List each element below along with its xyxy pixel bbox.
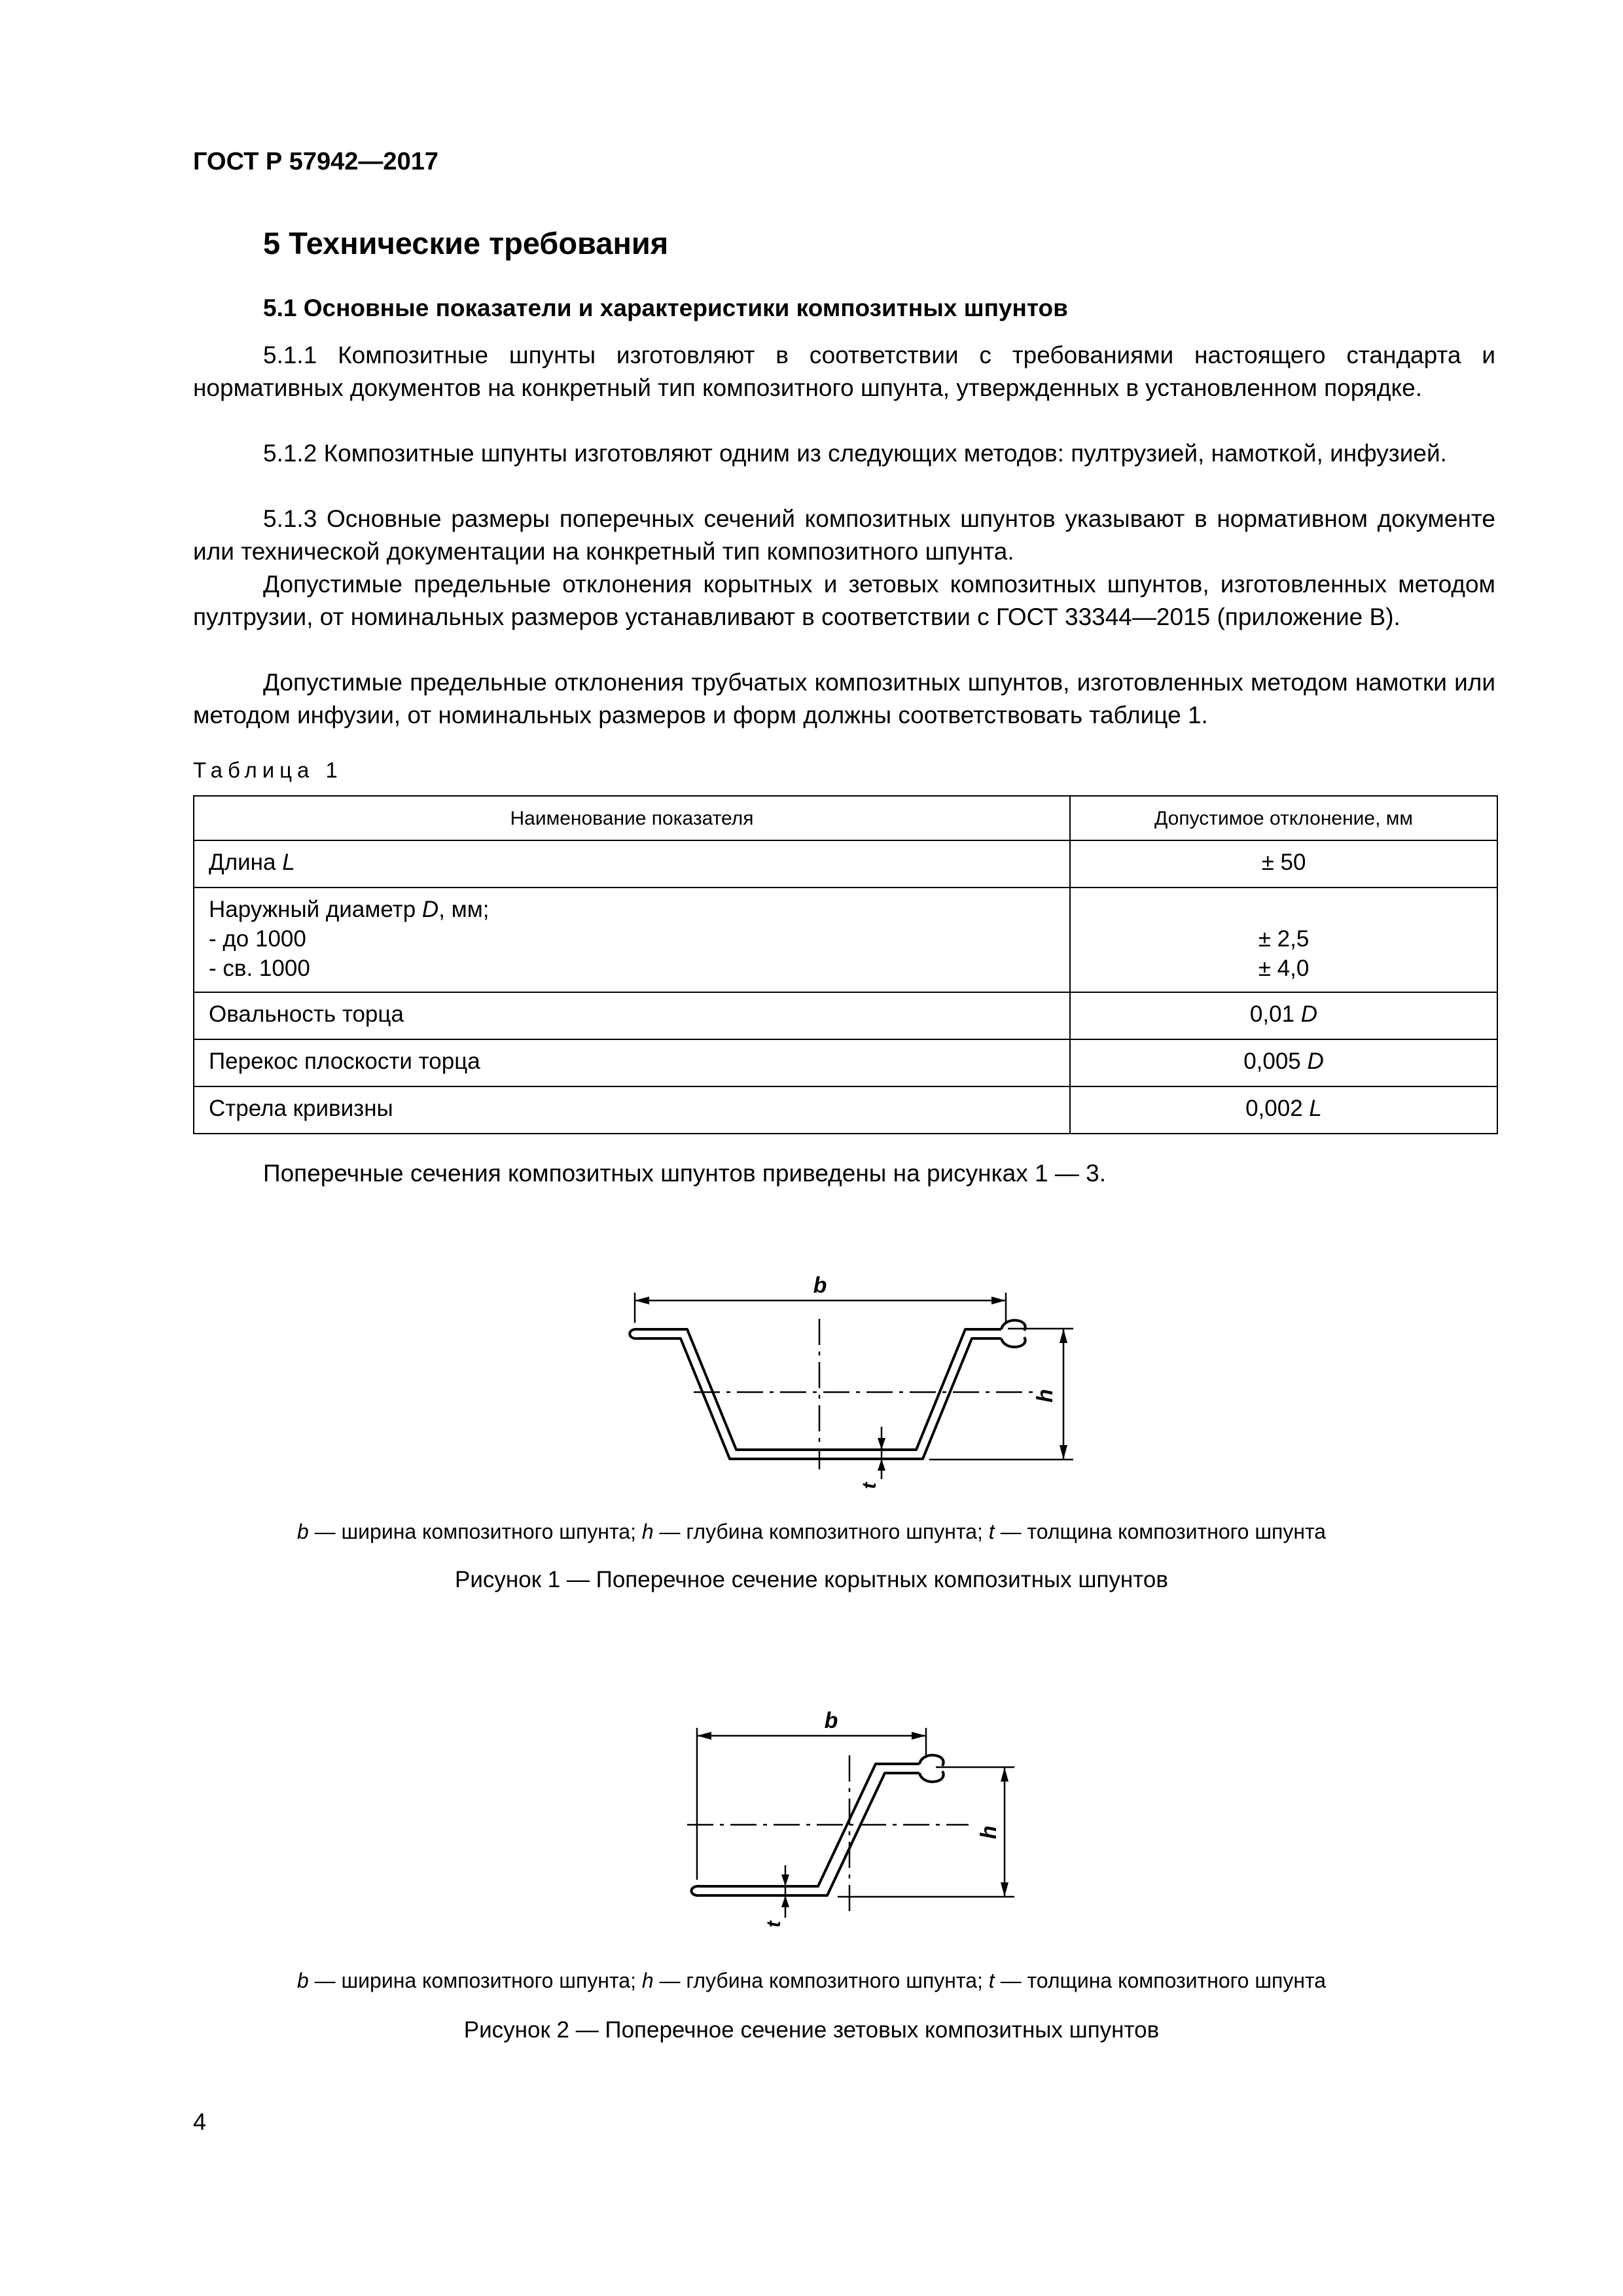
- table-cell-value: 0,01 D: [1070, 992, 1497, 1039]
- table-cell-value: ± 2,5 ± 4,0: [1070, 888, 1497, 992]
- figure-2-legend: b — ширина композитного шпунта; h — глубина композитного шпунта; t — толщина композитного шпунта: [296, 1969, 1327, 1992]
- table-row: [194, 1086, 1497, 1134]
- subsection-title: 5.1 Основные показатели и характеристики композитных шпунтов: [263, 295, 1068, 321]
- paragraph-pultrusion-tolerances: Допустимые предельные отклонения корытных и зетовых композитных шпунтов, изготовленных методом пултрузии, от номинальных размеров устанавливают в соответствии с ГОСТ 33344—2015 (приложение В).: [193, 571, 1495, 630]
- label-b: b: [824, 1708, 838, 1733]
- left-lock: [630, 1329, 638, 1338]
- table-label: Таблица 1: [193, 758, 343, 782]
- left-lock: [692, 1886, 701, 1895]
- table-row: [194, 840, 1497, 888]
- table-cell-value: 0,005 D: [1070, 1039, 1497, 1086]
- right-lock: [919, 1755, 944, 1782]
- paragraph-5-1-3: 5.1.3 Основные размеры поперечных сечений композитных шпунтов указывают в нормативном документе или технической документации на конкретный тип композитного шпунта.: [193, 505, 1495, 565]
- table-row: [194, 888, 1497, 992]
- table-row: [194, 992, 1497, 1039]
- right-lock: [1001, 1320, 1026, 1347]
- figure-2-z-section: [674, 1702, 1067, 1931]
- document-header: ГОСТ Р 57942—2017: [193, 148, 438, 175]
- figure-2-title: Рисунок 2 — Поперечное сечение зетовых композитных шпунтов: [463, 2017, 1160, 2043]
- label-h: h: [976, 1825, 1001, 1839]
- column-header-name: Наименование показателя: [194, 796, 1070, 840]
- column-header-tolerance: Допустимое отклонение, мм: [1070, 796, 1497, 840]
- label-t: t: [763, 1921, 785, 1928]
- table-cell-name: Овальность торца: [194, 992, 1070, 1039]
- figure-1-trough-section: [615, 1253, 1099, 1496]
- table-cell-name: Стрела кривизны: [194, 1086, 1070, 1134]
- paragraph-figures-reference: Поперечные сечения композитных шпунтов приведены на рисунках 1 — 3.: [263, 1160, 1106, 1187]
- page-number: 4: [193, 2108, 207, 2135]
- paragraph-5-1-2: 5.1.2 Композитные шпунты изготовляют одним из следующих методов: пултрузией, намоткой, инфузией.: [263, 440, 1447, 467]
- table-row: [194, 1039, 1497, 1086]
- figure-1-legend: b — ширина композитного шпунта; h — глубина композитного шпунта; t — толщина композитного шпунта: [296, 1520, 1327, 1543]
- figure-1-title: Рисунок 1 — Поперечное сечение корытных композитных шпунтов: [455, 1567, 1168, 1592]
- table-cell-value: ± 50: [1070, 840, 1497, 888]
- profile-outer: [638, 1329, 1001, 1450]
- section-title: 5 Технические требования: [263, 226, 669, 260]
- paragraph-tubular-tolerances: Допустимые предельные отклонения трубчатых композитных шпунтов, изготовленных методом намотки или методом инфузии, от номинальных размеров и форм должны соответствовать таблице 1.: [193, 669, 1495, 728]
- tolerance-table: [193, 795, 1498, 1134]
- label-b: b: [813, 1273, 827, 1298]
- label-h: h: [1033, 1389, 1058, 1403]
- table-header-row: [194, 796, 1497, 840]
- label-t: t: [859, 1482, 880, 1489]
- table-cell-value: 0,002 L: [1070, 1086, 1497, 1134]
- table-cell-name: Перекос плоскости торца: [194, 1039, 1070, 1086]
- table-cell-name: Наружный диаметр D, мм; - до 1000 - св. 1000: [194, 888, 1070, 992]
- paragraph-5-1-1: 5.1.1 Композитные шпунты изготовляют в соответствии с требованиями настоящего стандарта и нормативных документов на конкретный тип композитного шпунта, утвержденных в установленном порядке.: [193, 342, 1495, 401]
- table-cell-name: Длина L: [194, 840, 1070, 888]
- profile-inner: [700, 1773, 919, 1895]
